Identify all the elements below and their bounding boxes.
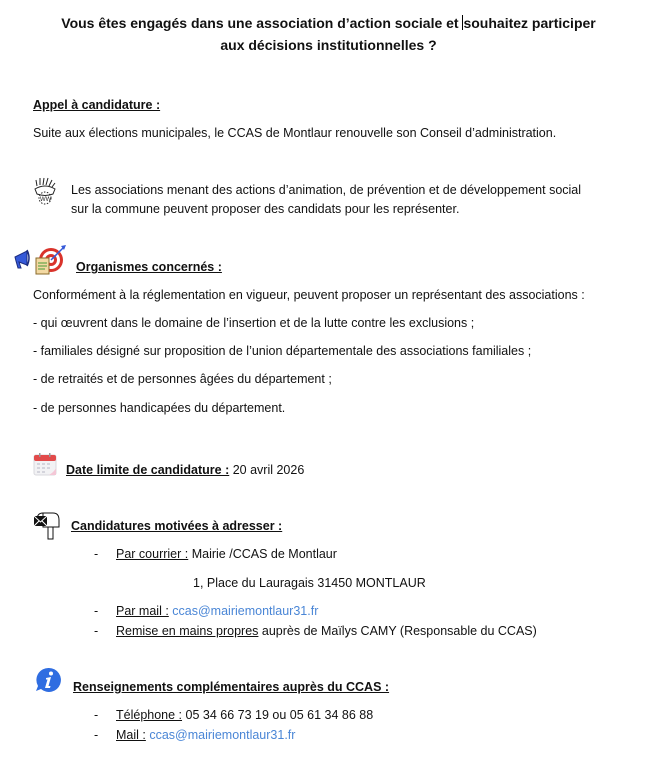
organismes-item: - de personnes handicapées du département. xyxy=(33,401,286,415)
organismes-item: - de retraités et de personnes âgées du département ; xyxy=(33,372,332,386)
appel-heading: Appel à candidature : xyxy=(33,98,161,112)
organismes-heading: Organismes concernés : xyxy=(76,260,222,274)
megaphone-target-icon xyxy=(13,241,69,275)
hands-group-icon xyxy=(32,177,58,205)
remise-label: Remise en mains propres xyxy=(116,624,259,638)
courrier-line xyxy=(94,547,337,561)
associations-line-1: Les associations menant des actions d’animation, de prévention et de développement social xyxy=(71,183,582,197)
contact-email-link[interactable]: ccas@mairiemontlaur31.fr xyxy=(149,728,296,742)
list-dash: - xyxy=(94,547,99,561)
candidatures-heading: Candidatures motivées à adresser : xyxy=(71,519,283,533)
list-dash: - xyxy=(94,624,99,638)
remise-line xyxy=(94,624,537,638)
info-bubble-icon xyxy=(35,667,63,693)
calendar-icon xyxy=(33,452,57,476)
date-limite-value: 20 avril 2026 xyxy=(229,463,305,477)
list-dash: - xyxy=(94,728,99,742)
appel-text: Suite aux élections municipales, le CCAS de Montlaur renouvelle son Conseil d’administration. xyxy=(33,126,557,140)
title-text-b: souhaitez participer xyxy=(463,15,596,31)
courrier-label: Par courrier : xyxy=(116,547,189,561)
remise-value: auprès de Maïlys CAMY (Responsable du CCAS) xyxy=(258,624,537,638)
mail-label: Par mail : xyxy=(116,604,169,618)
date-limite-line xyxy=(66,463,304,477)
mail-line xyxy=(94,604,318,618)
email-link[interactable]: ccas@mairiemontlaur31.fr xyxy=(172,604,319,618)
contact-mail-line xyxy=(94,728,295,742)
date-limite-heading: Date limite de candidature : xyxy=(66,463,230,477)
organismes-item: - familiales désigné sur proposition de l’union départementale des associations familiales ; xyxy=(33,344,532,358)
telephone-line xyxy=(94,708,373,722)
organismes-item: - qui œuvrent dans le domaine de l’insertion et de la lutte contre les exclusions ; xyxy=(33,316,475,330)
list-dash: - xyxy=(94,604,99,618)
organismes-intro: Conformément à la réglementation en vigueur, peuvent proposer un représentant des associations : xyxy=(33,288,585,302)
list-dash: - xyxy=(94,708,99,722)
page-title-line-1 xyxy=(0,13,657,34)
svg-text:WW: WW xyxy=(40,197,52,203)
renseignements-heading: Renseignements complémentaires auprès du CCAS : xyxy=(73,680,390,694)
title-text-a: Vous êtes engagés dans une association d’action sociale et xyxy=(61,15,463,31)
associations-line-2: sur la commune peuvent proposer des candidats pour les représenter. xyxy=(71,202,460,216)
page-title-line-2: aux décisions institutionnelles ? xyxy=(220,37,437,53)
telephone-value: 05 34 66 73 19 ou 05 61 34 86 88 xyxy=(182,708,374,722)
telephone-label: Téléphone : xyxy=(116,708,183,722)
contact-mail-label: Mail : xyxy=(116,728,146,742)
postal-address: 1, Place du Lauragais 31450 MONTLAUR xyxy=(193,576,426,590)
mailbox-icon xyxy=(33,510,61,540)
courrier-value: Mairie /CCAS de Montlaur xyxy=(188,547,337,561)
